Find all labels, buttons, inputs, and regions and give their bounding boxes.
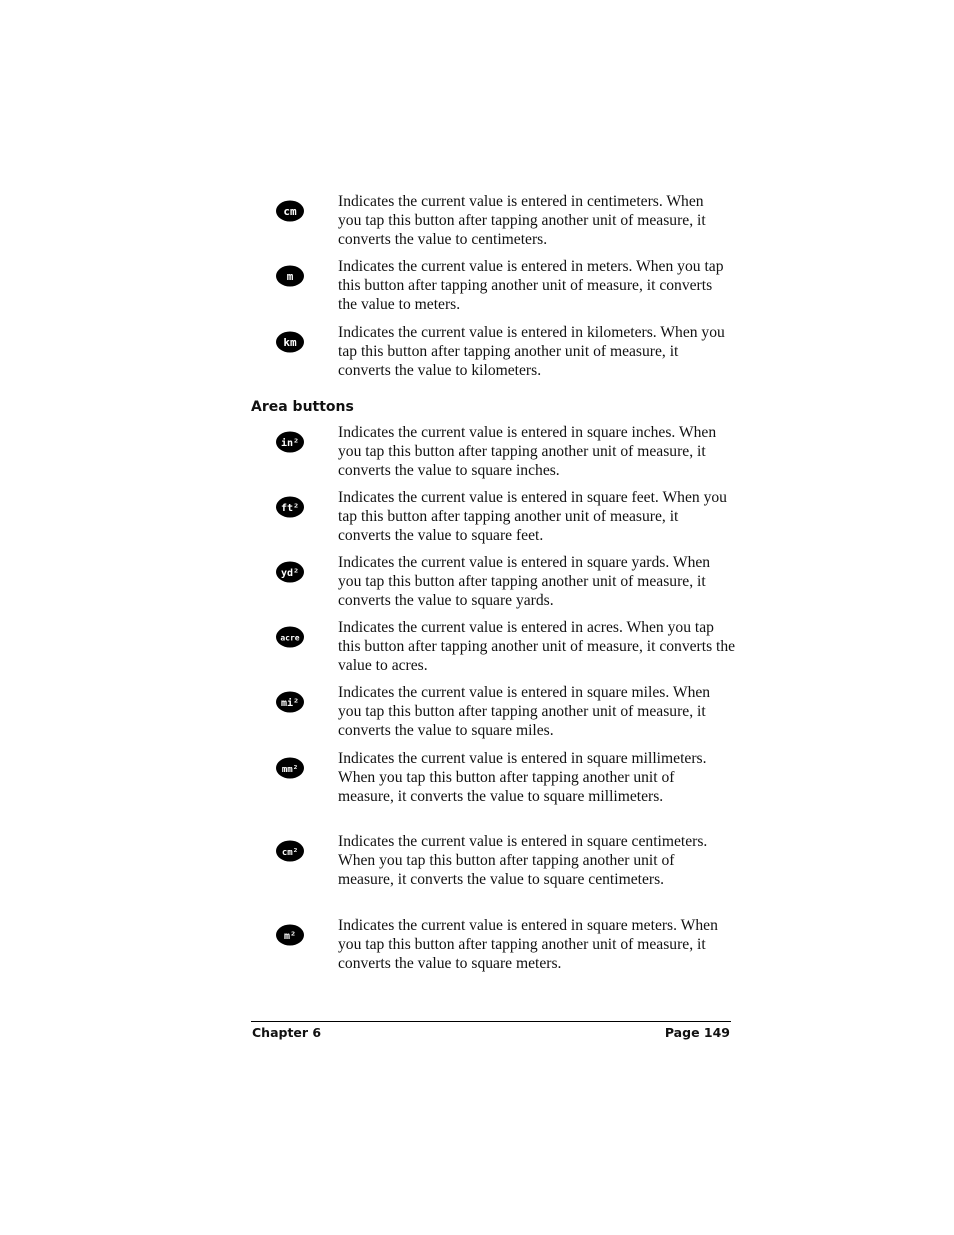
unit-description: Indicates the current value is entered in square centimeters. When you tap this button after tapping another unit of measure, it converts the value to square centimeters. [338,833,708,888]
m-button-icon [275,265,305,287]
footer-chapter: Chapter 6 [252,1025,322,1040]
cm2-button-icon [275,840,305,862]
ft2-button-icon [275,496,305,518]
unit-description: Indicates the current value is entered in kilometers. When you tap this button after tapping another unit of measure, it converts the value to kilometers. [338,324,725,379]
footer-page-number: Page 149 [664,1025,730,1040]
svg-text:ft²: ft² [280,503,300,514]
unit-description: Indicates the current value is entered in square feet. When you tap this button after tapping another unit of measure, it converts the value to square feet. [338,489,727,544]
m2-button-icon [275,924,305,946]
unit-description: Indicates the current value is entered in centimeters. When you tap this button after tapping another unit of measure, it converts the value to centimeters. [338,193,706,248]
mm2-button-icon [275,757,305,779]
svg-text:m²: m² [283,931,297,942]
svg-text:yd²: yd² [280,568,300,579]
unit-description: Indicates the current value is entered in square millimeters. When you tap this button after tapping another unit of measure, it converts the value to square millimeters. [338,750,707,805]
section-heading: Area buttons [251,399,354,415]
svg-text:cm²: cm² [281,848,299,858]
yd2-button-icon [275,561,305,583]
svg-text:m: m [286,270,294,283]
unit-description: Indicates the current value is entered in square inches. When you tap this button after tapping another unit of measure, it converts the value to square inches. [338,424,717,479]
unit-description: Indicates the current value is entered in square meters. When you tap this button after tapping another unit of measure, it converts the value to square meters. [338,917,718,972]
unit-description: Indicates the current value is entered in acres. When you tap this button after tapping another unit of measure, it converts the value to acres. [338,619,736,674]
acre-button-icon [275,626,305,648]
svg-text:km: km [283,336,297,349]
svg-text:in²: in² [280,438,300,449]
cm-button-icon [275,200,305,222]
unit-description: Indicates the current value is entered in meters. When you tap this button after tapping another unit of measure, it converts the value to meters. [338,258,724,313]
svg-text:acre: acre [280,633,300,643]
unit-description: Indicates the current value is entered in square yards. When you tap this button after tapping another unit of measure, it converts the value to square yards. [338,554,711,609]
svg-text:cm: cm [283,205,297,218]
unit-description: Indicates the current value is entered in square miles. When you tap this button after tapping another unit of measure, it converts the value to square miles. [338,684,711,739]
svg-text:mm²: mm² [281,765,299,775]
km-button-icon [275,331,305,353]
svg-text:mi²: mi² [280,698,300,709]
footer-divider [251,1021,731,1022]
in2-button-icon [275,431,305,453]
mi2-button-icon [275,691,305,713]
